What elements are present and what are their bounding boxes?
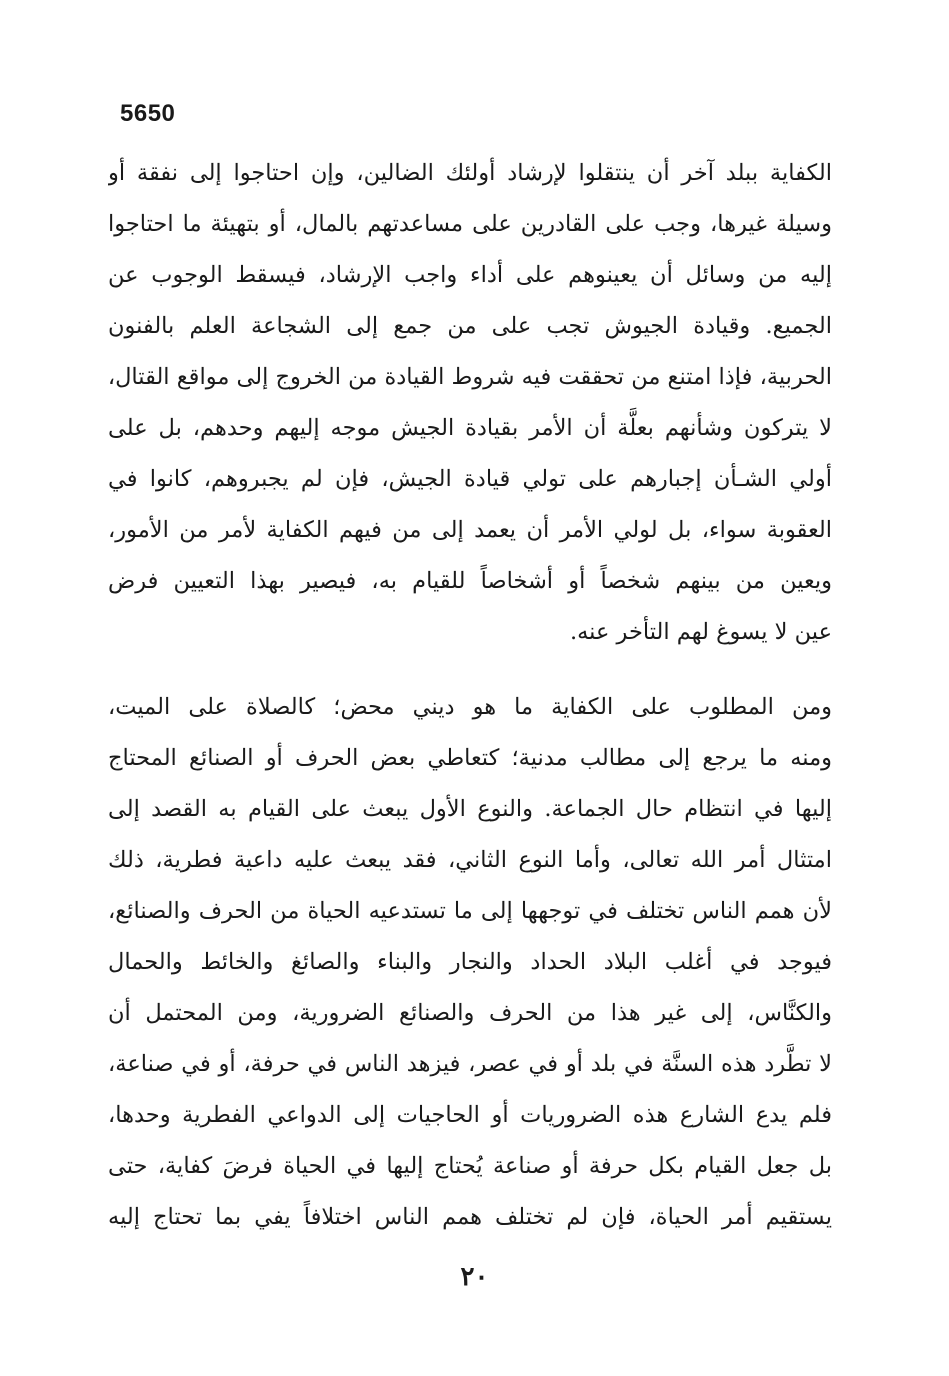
text-line: الجميع. وقيادة الجيوش تجب على من جمع إلى الشجاعة العلم بالفنون — [108, 313, 832, 339]
text-line: العقوبة سواء، بل لولي الأمر أن يعمد إلى من فيهم الكفاية لأمر من الأمور، — [108, 517, 832, 543]
text-line: ومنه ما يرجع إلى مطالب مدنية؛ كتعاطي بعض الحرف أو الصنائع المحتاج — [108, 745, 832, 771]
text-line: فيوجد في أغلب البلاد الحداد والنجار والبناء والصائغ والخائط والحمال — [108, 949, 832, 975]
text-line: أولي الشـأن إجبارهم على تولي قيادة الجيش، فإن لم يجبروهم، كانوا في — [108, 466, 832, 492]
text-line: يستقيم أمر الحياة، فإن لم تختلف همم الناس اختلافاً يفي بما تحتاج إليه — [108, 1204, 832, 1230]
text-line: لا تطَّرد هذه السنَّة في بلد أو في عصر، فيزهد الناس في حرفة، أو في صناعة، — [108, 1051, 832, 1077]
text-line: ومن المطلوب على الكفاية ما هو ديني محض؛ كالصلاة على الميت، — [108, 694, 832, 720]
page-number: ٢٠ — [460, 1262, 489, 1292]
paragraph-2 — [108, 682, 832, 1243]
text-line: لأن همم الناس تختلف في توجهها إلى ما تستدعيه الحياة من الحرف والصنائع، — [108, 898, 832, 924]
text-line: ويعين من بينهم شخصاً أو أشخاصاً للقيام به، فيصير بهذا التعيين فرض — [108, 568, 832, 594]
page-id: 5650 — [120, 100, 176, 127]
text-line: إليه من وسائل أن يعينوهم على أداء واجب الإرشاد، فيسقط الوجوب عن — [108, 262, 832, 288]
text-line: بل جعل القيام بكل حرفة أو صناعة يُحتاج إليها في الحياة فرضَ كفاية، حتى — [108, 1153, 832, 1179]
text-line: والكنَّاس، إلى غير هذا من الحرف والصنائع الضرورية، ومن المحتمل أن — [108, 1000, 832, 1026]
text-line: فلم يدع الشارع هذه الضروريات أو الحاجيات إلى الدواعي الفطرية وحدها، — [108, 1102, 832, 1128]
text-line: عين لا يسوغ لهم التأخر عنه. — [569, 619, 832, 645]
text-line: امتثال أمر الله تعالى، وأما النوع الثاني، فقد يبعث عليه داعية فطرية، ذلك — [108, 847, 832, 873]
text-line: إليها في انتظام حال الجماعة. والنوع الأول يبعث على القيام به القصد إلى — [108, 796, 832, 822]
text-line: وسيلة غيرها، وجب على القادرين على مساعدتهم بالمال، أو بتهيئة ما احتاجوا — [108, 211, 832, 237]
text-line: لا يتركون وشأنهم بعلَّة أن الأمر بقيادة الجيش موجه إليهم وحدهم، بل على — [108, 415, 832, 441]
text-line: الحربية، فإذا امتنع من تحققت فيه شروط القيادة من الخروج إلى مواقع القتال، — [108, 364, 832, 390]
text-line: الكفاية ببلد آخر أن ينتقلوا لإرشاد أولئك الضالين، وإن احتاجوا إلى نفقة أو — [108, 160, 832, 186]
paragraph-1 — [108, 148, 832, 658]
